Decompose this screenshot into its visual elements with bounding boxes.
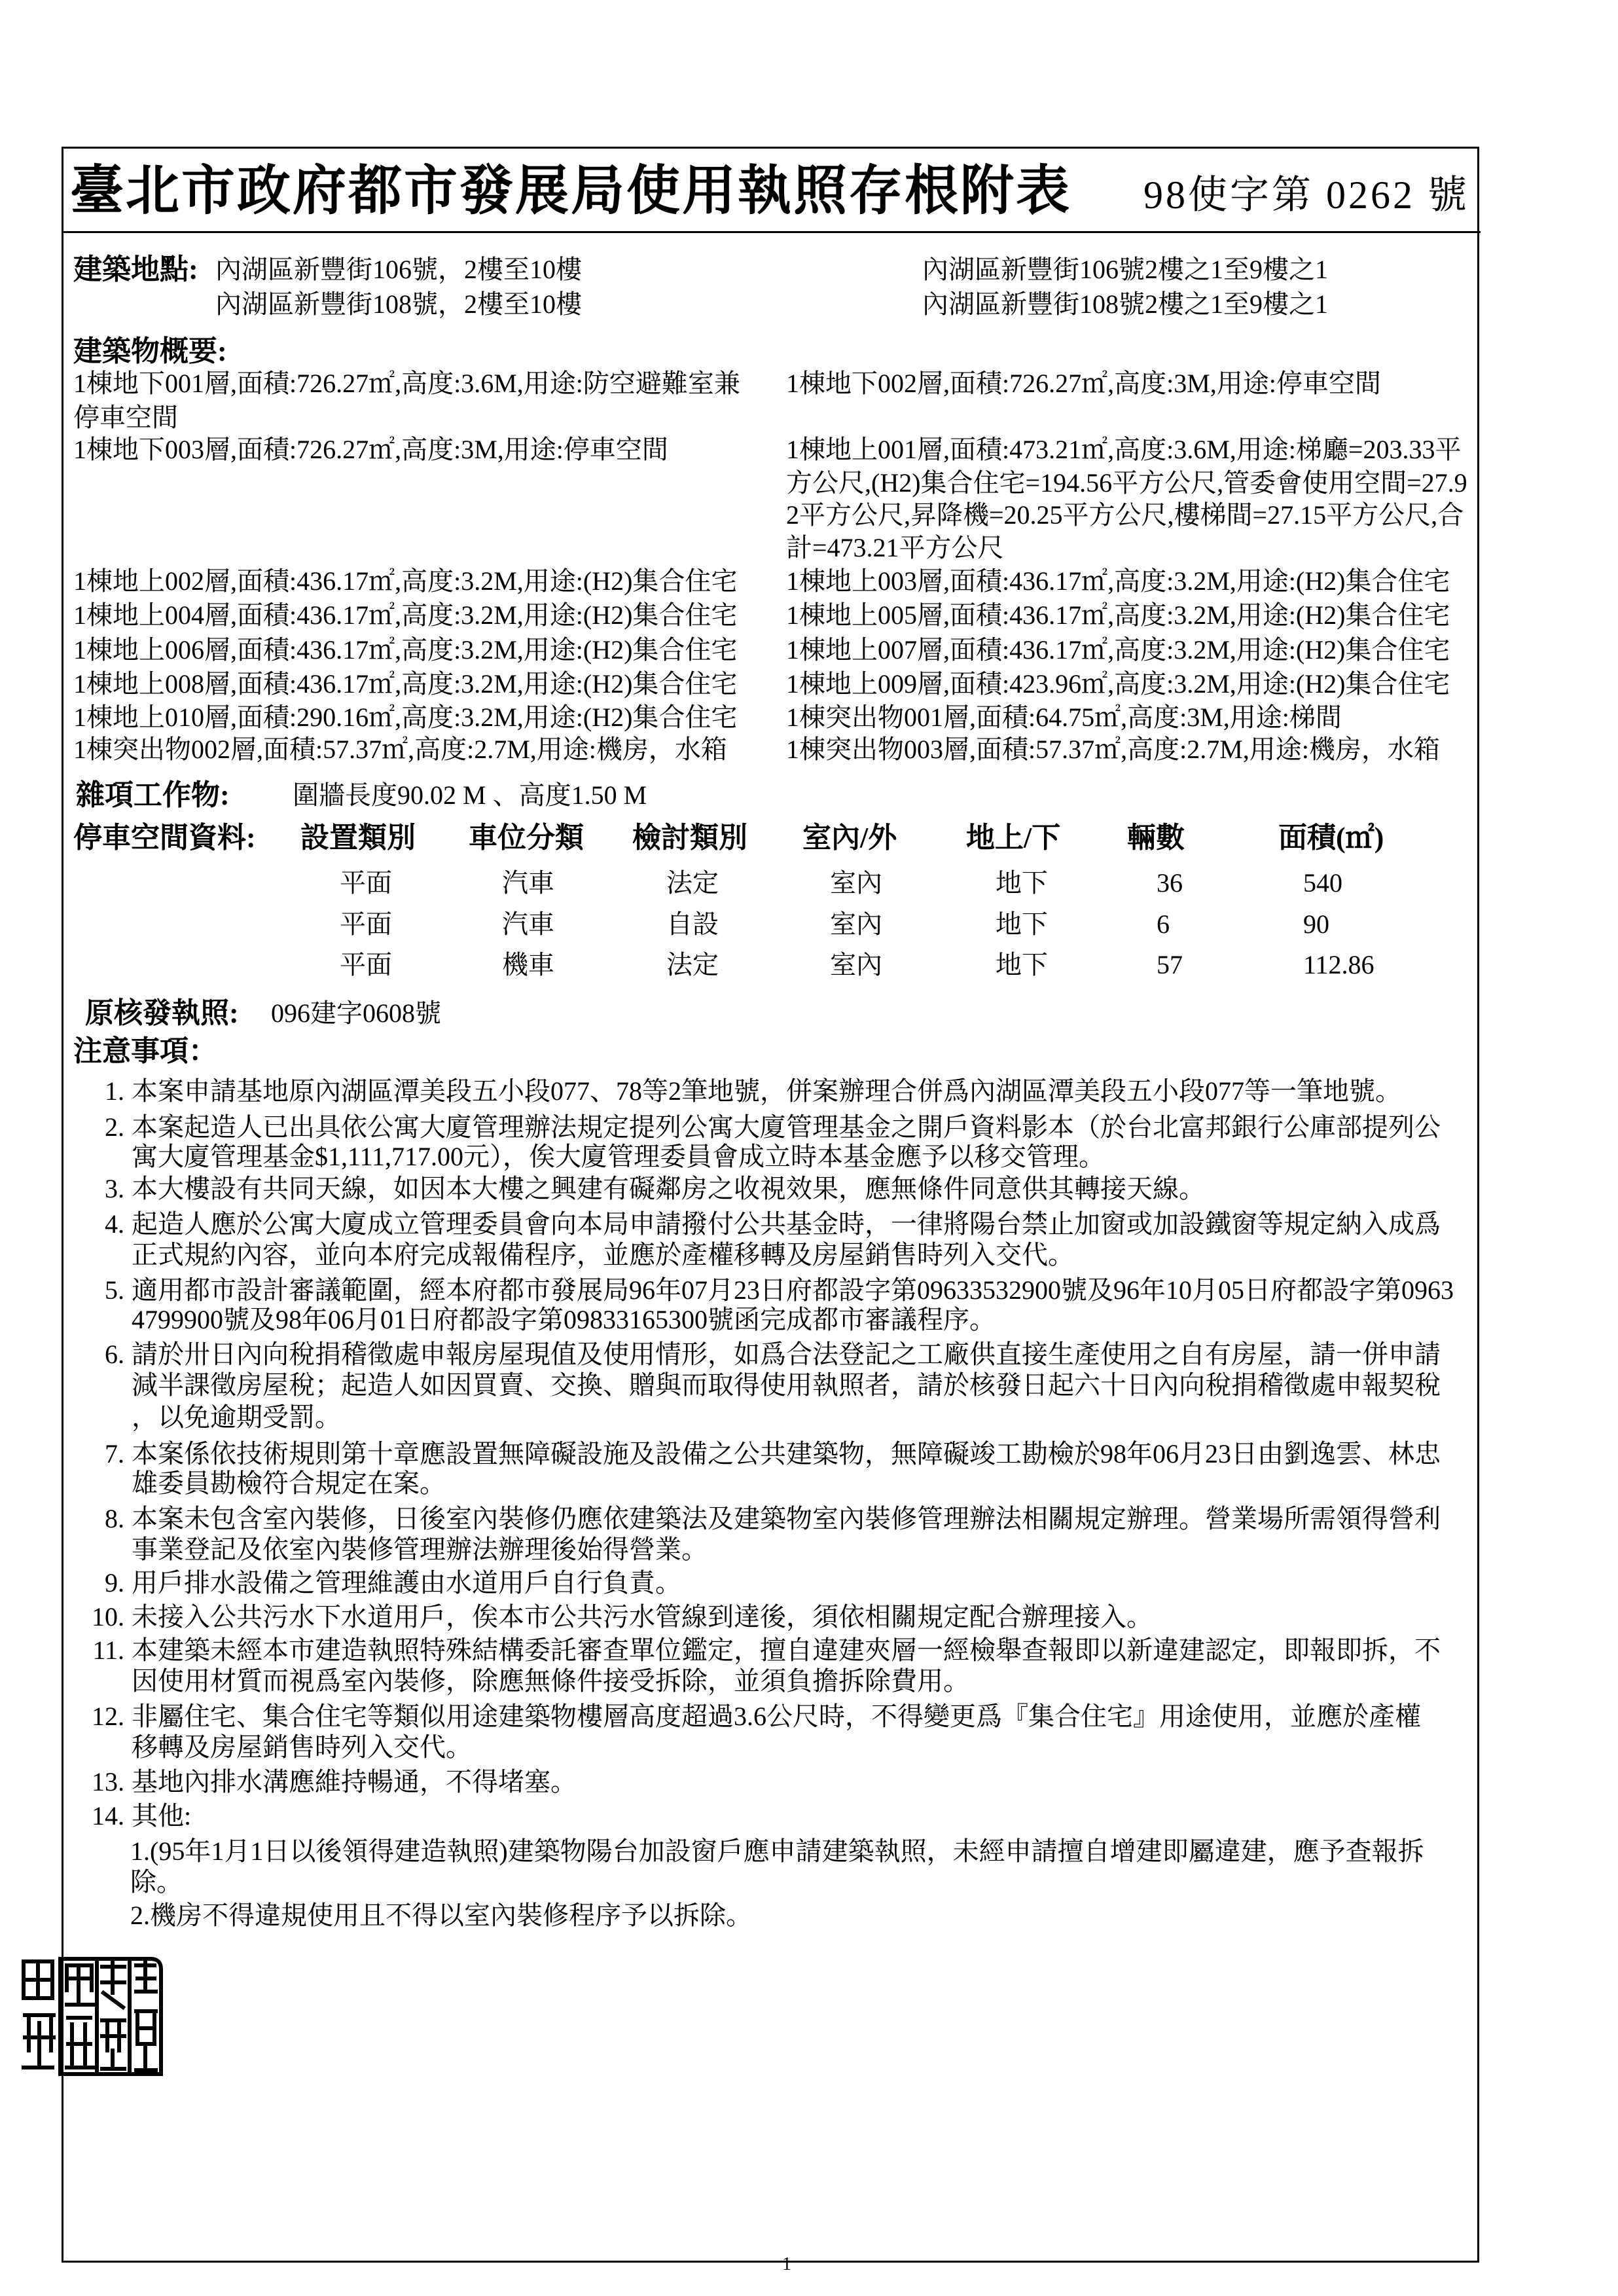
parking-header-cell: 面積(㎡) — [1278, 822, 1384, 854]
note-line: 正式規約內容，並向本府完成報備程序，並應於產權移轉及房屋銷售時列入交代。 — [132, 1240, 1074, 1269]
overview-right-line: 1棟地下002層,面積:726.27㎡,高度:3M,用途:停車空間 — [786, 369, 1381, 398]
note-line: 因使用材質而視爲室內裝修，除應無條件接受拆除，並須負擔拆除費用。 — [132, 1666, 969, 1696]
note-number: 10. — [92, 1602, 124, 1631]
parking-label: 停車空間資料: — [73, 822, 256, 854]
parking-cell: 自設 — [666, 909, 719, 939]
overview-right-line: 1棟地上005層,面積:436.17㎡,高度:3.2M,用途:(H2)集合住宅 — [786, 600, 1450, 630]
parking-cell: 室內 — [830, 909, 882, 939]
parking-cell: 地下 — [996, 868, 1048, 898]
note-line: 事業登記及依室內裝修管理辦法辦理後始得營業。 — [132, 1535, 708, 1564]
overview-right-line: 2平方公尺,昇降機=20.25平方公尺,樓梯間=27.15平方公尺,合 — [786, 500, 1464, 530]
parking-cell: 112.86 — [1303, 950, 1375, 979]
parking-cell: 地下 — [996, 909, 1048, 939]
parking-cell: 平面 — [340, 950, 392, 979]
note-number: 5. — [105, 1275, 124, 1305]
note-number: 12. — [92, 1702, 124, 1731]
parking-cell: 57 — [1157, 950, 1183, 979]
note-number: 11. — [92, 1635, 124, 1665]
location-label: 建築地點: — [73, 253, 198, 285]
overview-right-line: 1棟地上009層,面積:423.96㎡,高度:3.2M,用途:(H2)集合住宅 — [786, 669, 1450, 699]
note-line: 本案起造人已出具依公寓大廈管理辦法規定提列公寓大廈管理基金之開戶資料影本（於台北富邦銀行公庫部提列公 — [132, 1112, 1441, 1142]
parking-cell: 540 — [1303, 868, 1342, 898]
note-number: 2. — [105, 1112, 124, 1142]
parking-header-cell: 室內/外 — [802, 822, 897, 854]
overview-label: 建築物概要: — [73, 335, 227, 367]
note-line: 雄委員勘檢符合規定在案。 — [132, 1468, 446, 1498]
notes-label: 注意事項： — [73, 1035, 217, 1067]
overview-right-line: 方公尺,(H2)集合住宅=194.56平方公尺,管委會使用空間=27.9 — [786, 468, 1467, 498]
parking-cell: 36 — [1157, 868, 1183, 898]
parking-cell: 法定 — [666, 868, 719, 898]
parking-cell: 平面 — [340, 868, 392, 898]
note-number: 13. — [92, 1767, 124, 1796]
official-seal-stamp — [20, 1952, 166, 2081]
note-number: 7. — [105, 1439, 124, 1468]
misc-works-label: 雜項工作物: — [76, 779, 230, 811]
note-sub-line: 1.(95年1月1日以後領得建造執照)建築物陽台加設窗戶應申請建築執照，未經申請擅自增建即屬違建，應予查報拆 — [130, 1836, 1424, 1866]
parking-cell: 汽車 — [502, 868, 554, 898]
document-title: 臺北市政府都市發展局使用執照存根附表 — [70, 159, 1072, 222]
note-sub-line: 除。 — [130, 1867, 183, 1897]
overview-left-line: 1棟地上006層,面積:436.17㎡,高度:3.2M,用途:(H2)集合住宅 — [73, 635, 738, 665]
note-line: 本案未包含室內裝修，日後室內裝修仍應依建築法及建築物室內裝修管理辦法相關規定辦理。營業場所需領得營利 — [132, 1504, 1441, 1533]
original-license-label: 原核發執照: — [85, 997, 239, 1029]
note-line: 適用都市設計審議範圍，經本府都市發展局96年07月23日府都設字第09633532900號及96年10月05日府都設字第0963 — [132, 1275, 1454, 1305]
note-line: 本大樓設有共同天線，如因本大樓之興建有礙鄰房之收視效果，應無條件同意供其轉接天線。 — [132, 1174, 1205, 1203]
parking-cell: 機車 — [502, 950, 554, 979]
note-line: 請於卅日內向稅捐稽徵處申報房屋現值及使用情形，如爲合法登記之工廠供直接生產使用之自有房屋，請一併申請 — [132, 1339, 1441, 1369]
title-divider — [62, 231, 1481, 233]
parking-cell: 平面 — [340, 909, 392, 939]
parking-cell: 6 — [1157, 909, 1170, 939]
parking-header-cell: 輛數 — [1127, 822, 1185, 854]
parking-cell: 法定 — [666, 950, 719, 979]
note-number: 1. — [105, 1076, 124, 1106]
note-number: 9. — [105, 1568, 124, 1597]
overview-left-line: 1棟地上002層,面積:436.17㎡,高度:3.2M,用途:(H2)集合住宅 — [73, 566, 738, 596]
overview-right-line: 1棟突出物001層,面積:64.75㎡,高度:3M,用途:梯間 — [786, 702, 1342, 732]
note-number: 4. — [105, 1209, 124, 1239]
note-line: 起造人應於公寓大廈成立管理委員會向本局申請撥付公共基金時，一律將陽台禁止加窗或加設鐵窗等規定納入成爲 — [132, 1209, 1441, 1239]
permit-number: 98使字第 0262 號 — [1143, 173, 1469, 217]
note-line: 未接入公共污水下水道用戶，俟本市公共污水管線到達後，須依相關規定配合辦理接入。 — [132, 1602, 1153, 1631]
parking-cell: 90 — [1303, 909, 1329, 939]
parking-header-cell: 檢討類別 — [632, 822, 747, 854]
overview-right-line: 1棟突出物003層,面積:57.37㎡,高度:2.7M,用途:機房，水箱 — [786, 735, 1440, 764]
note-line: 移轉及房屋銷售時列入交代。 — [132, 1732, 472, 1762]
note-line: 其他: — [132, 1801, 192, 1831]
overview-left-line: 停車空間 — [73, 403, 178, 432]
note-number: 6. — [105, 1339, 124, 1369]
note-line: 本案係依技術規則第十章應設置無障礙設施及設備之公共建築物，無障礙竣工勘檢於98年06月23日由劉逸雲、林忠 — [132, 1439, 1441, 1468]
parking-cell: 地下 — [996, 950, 1048, 979]
note-line: 本案申請基地原內湖區潭美段五小段077、78等2筆地號，併案辦理合併爲內湖區潭美段五小段077等一筆地號。 — [132, 1076, 1401, 1106]
parking-cell: 室內 — [830, 950, 882, 979]
note-number: 8. — [105, 1504, 124, 1533]
location-right-line: 內湖區新豐街106號2樓之1至9樓之1 — [922, 255, 1328, 284]
note-line: 非屬住宅、集合住宅等類似用途建築物樓層高度超過3.6公尺時，不得變更爲『集合住宅』用途使用，並應於產權 — [132, 1702, 1421, 1731]
overview-left-line: 1棟地上008層,面積:436.17㎡,高度:3.2M,用途:(H2)集合住宅 — [73, 669, 738, 699]
overview-left-line: 1棟地下001層,面積:726.27㎡,高度:3.6M,用途:防空避難室兼 — [73, 369, 740, 398]
note-line: 本建築未經本市建造執照特殊結構委託審查單位鑑定，擅自違建夾層一經檢舉查報即以新違建認定，即報即拆，不 — [132, 1635, 1441, 1665]
original-license-value: 096建字0608號 — [271, 998, 441, 1028]
note-line: 基地內排水溝應維持暢通，不得堵塞。 — [132, 1767, 577, 1796]
location-right-line: 內湖區新豐街108號2樓之1至9樓之1 — [922, 289, 1328, 319]
overview-right-line: 1棟地上007層,面積:436.17㎡,高度:3.2M,用途:(H2)集合住宅 — [786, 635, 1450, 665]
page-number: 1 — [782, 2254, 791, 2274]
note-sub-line: 2.機房不得違規使用且不得以室內裝修程序予以拆除。 — [130, 1901, 752, 1930]
note-line: ，以免逾期受罰。 — [132, 1402, 341, 1432]
overview-right-line: 1棟地上001層,面積:473.21㎡,高度:3.6M,用途:梯廳=203.33平 — [786, 435, 1462, 464]
overview-left-line: 1棟地下003層,面積:726.27㎡,高度:3M,用途:停車空間 — [73, 435, 668, 464]
parking-header-cell: 車位分類 — [469, 822, 584, 854]
parking-cell: 室內 — [830, 868, 882, 898]
note-number: 3. — [105, 1174, 124, 1203]
location-left-line: 內湖區新豐街108號，2樓至10樓 — [215, 289, 582, 319]
overview-left-line: 1棟地上010層,面積:290.16㎡,高度:3.2M,用途:(H2)集合住宅 — [73, 702, 738, 732]
note-number: 14. — [92, 1801, 124, 1831]
note-line: 減半課徵房屋稅；起造人如因買賣、交換、贈與而取得使用執照者，請於核發日起六十日內向稅捐稽徵處申報契稅 — [132, 1370, 1441, 1400]
overview-right-line: 1棟地上003層,面積:436.17㎡,高度:3.2M,用途:(H2)集合住宅 — [786, 566, 1450, 596]
note-line: 寓大廈管理基金$1,111,717.00元），俟大廈管理委員會成立時本基金應予以移交管理。 — [132, 1142, 1106, 1171]
parking-cell: 汽車 — [502, 909, 554, 939]
misc-works-value: 圍牆長度90.02 M 、高度1.50 M — [293, 780, 647, 810]
parking-header-cell: 設置類別 — [300, 822, 416, 854]
overview-left-line: 1棟突出物002層,面積:57.37㎡,高度:2.7M,用途:機房，水箱 — [73, 735, 727, 764]
parking-header-cell: 地上/下 — [966, 822, 1061, 854]
location-left-line: 內湖區新豐街106號，2樓至10樓 — [215, 255, 582, 284]
overview-left-line: 1棟地上004層,面積:436.17㎡,高度:3.2M,用途:(H2)集合住宅 — [73, 600, 738, 630]
note-line: 用戶排水設備之管理維護由水道用戶自行負責。 — [132, 1568, 681, 1597]
overview-right-line: 計=473.21平方公尺 — [786, 533, 1004, 562]
note-line: 4799900號及98年06月01日府都設字第09833165300號函完成都市審議程序。 — [132, 1305, 996, 1334]
